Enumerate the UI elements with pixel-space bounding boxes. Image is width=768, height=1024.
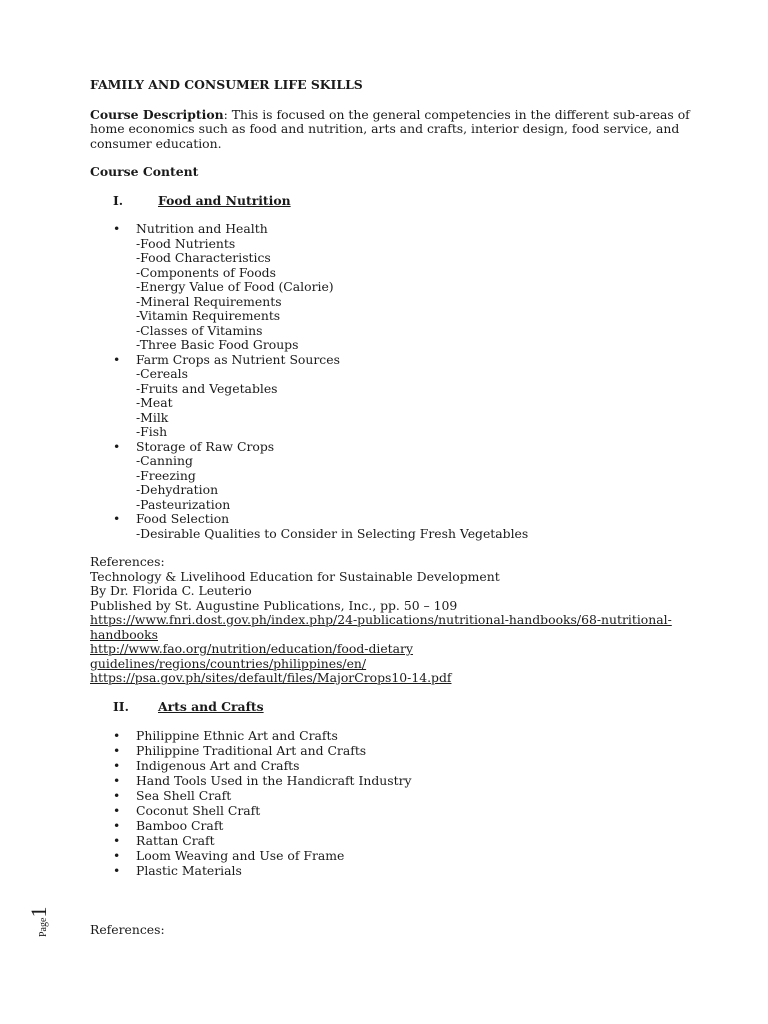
sub-item: -Vitamin Requirements (136, 308, 281, 323)
list-item: • Rattan Craft (90, 833, 690, 848)
list-item (90, 353, 690, 440)
sub-item: -Components of Foods (136, 264, 276, 280)
course-description-text: This is focused on the general competencies in the different sub-areas of home economics such as food and nutrition, arts and crafts, interior design, food service, and consumer education. (90, 106, 690, 151)
document-body (90, 78, 690, 878)
references-block (90, 555, 690, 686)
section-number: II. (113, 698, 129, 714)
list-item: • Plastic Materials (90, 863, 690, 878)
section-number: I. (113, 192, 124, 208)
page-number-marker (26, 906, 72, 937)
section-title: Food and Nutrition (158, 192, 291, 208)
page-label: Page (38, 917, 49, 937)
sub-item: -Pasteurization (136, 496, 231, 512)
section-heading (90, 700, 690, 715)
course-description-separator: : (223, 106, 232, 122)
list-item-label: • Nutrition and Health (136, 221, 268, 236)
list-item-label: • Farm Crops as Nutrient Sources (136, 351, 340, 367)
list-item: • Philippine Traditional Art and Crafts (90, 743, 690, 758)
sub-item: -Fish (136, 424, 168, 439)
list-item: • Hand Tools Used in the Handicraft Industry (90, 773, 690, 788)
list-item (90, 440, 690, 513)
sub-item: -Three Basic Food Groups (136, 337, 299, 352)
list-item: • Sea Shell Craft (90, 788, 690, 803)
sub-item: -Classes of Vitamins (136, 322, 263, 338)
sub-item: -Dehydration (136, 482, 219, 497)
reference-line: Technology & Livelihood Education for Sustainable Development (90, 568, 500, 584)
sub-item: -Freezing (136, 467, 196, 483)
course-content-heading: Course Content (90, 164, 199, 179)
sub-item: -Desirable Qualities to Consider in Selecting Fresh Vegetables (136, 525, 529, 541)
sub-item: -Food Characteristics (136, 250, 271, 265)
list-item-label: • Food Selection (136, 511, 230, 526)
food-nutrition-list (90, 222, 690, 541)
arts-crafts-list (90, 728, 690, 878)
sub-item: -Meat (136, 395, 173, 410)
reference-link[interactable]: https://psa.gov.ph/sites/default/files/MajorCrops10-14.pdf (90, 670, 452, 685)
list-item (90, 512, 690, 541)
section-title: Arts and Crafts (158, 698, 264, 714)
document-title: FAMILY AND CONSUMER LIFE SKILLS (90, 77, 363, 92)
references-heading: References: (90, 554, 165, 569)
reference-line: Published by St. Augustine Publications, Inc., pp. 50 – 109 (90, 597, 458, 613)
list-item: • Coconut Shell Craft (90, 803, 690, 818)
list-item: • Bamboo Craft (90, 818, 690, 833)
course-description-label: Course Description (90, 106, 224, 122)
reference-link[interactable]: http://www.fao.org/nutrition/education/food-dietary guidelines/regions/countries/philippines/en/ (90, 641, 413, 671)
course-description (90, 108, 690, 152)
sub-item: -Mineral Requirements (136, 293, 282, 309)
list-item: • Philippine Ethnic Art and Crafts (90, 728, 690, 743)
reference-link[interactable]: https://www.fnri.dost.gov.ph/index.php/24-publications/nutritional-handbooks/68-nutritional-handbooks (90, 612, 672, 642)
references-heading: References: (90, 922, 165, 937)
sub-item: -Milk (136, 409, 169, 425)
list-item-label: • Storage of Raw Crops (136, 438, 275, 454)
page-number: 1 (26, 906, 51, 918)
sub-item: -Energy Value of Food (Calorie) (136, 279, 334, 294)
list-item: • Indigenous Art and Crafts (90, 758, 690, 773)
list-item (90, 222, 690, 353)
sub-item: -Canning (136, 453, 193, 468)
section-heading (90, 194, 690, 209)
reference-line: By Dr. Florida C. Leuterio (90, 583, 252, 598)
sub-item: -Food Nutrients (136, 235, 236, 251)
list-item: • Loom Weaving and Use of Frame (90, 848, 690, 863)
sub-item: -Fruits and Vegetables (136, 380, 278, 396)
sub-item: -Cereals (136, 366, 188, 381)
